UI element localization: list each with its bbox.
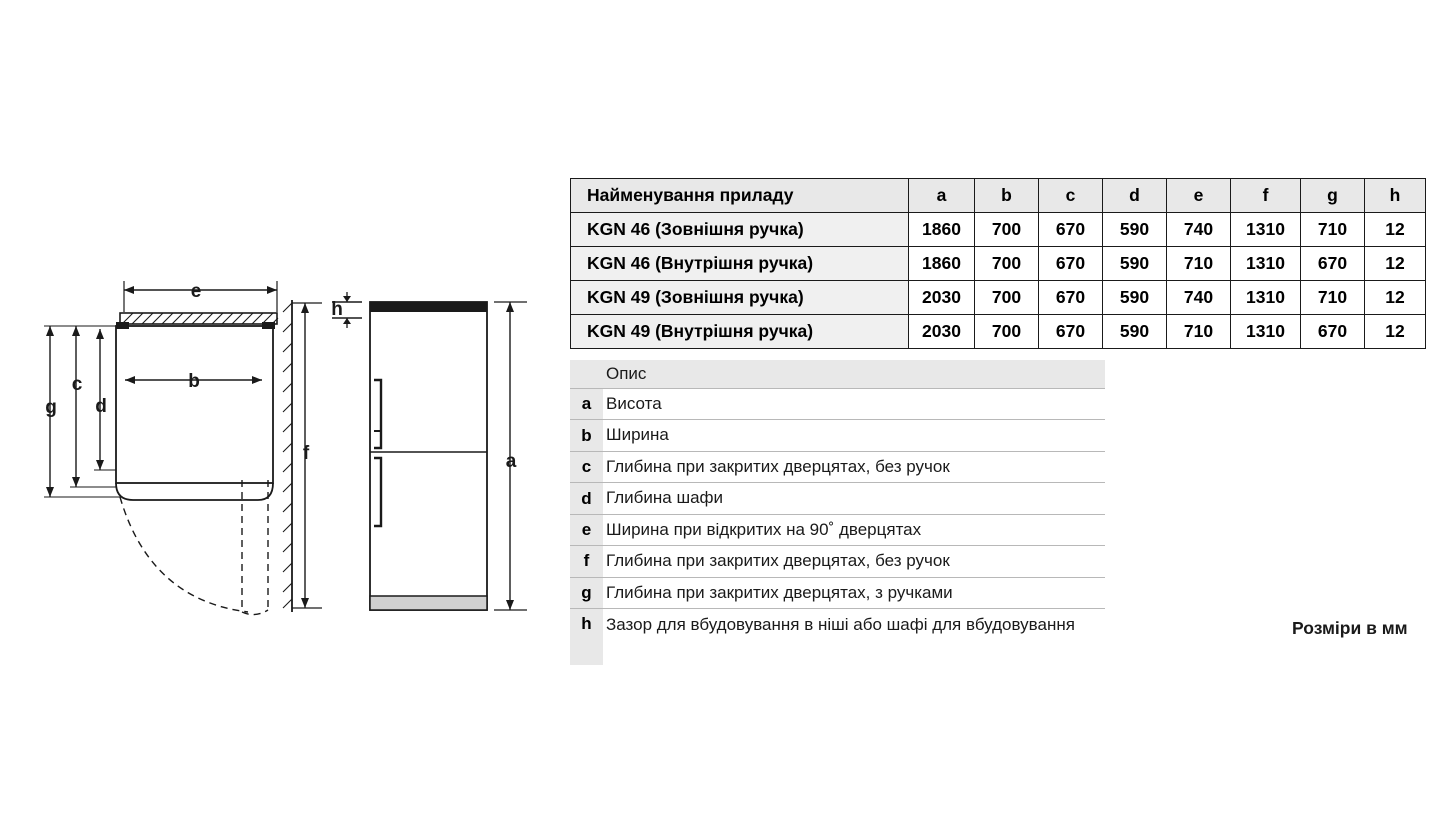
table-row [571, 213, 1426, 247]
cell-e: 740 [1167, 213, 1231, 247]
legend-key: g [570, 578, 603, 608]
legend-item-a [570, 389, 1105, 420]
drawing-label-f: f [302, 443, 310, 464]
cell-f: 1310 [1231, 281, 1301, 315]
cell-h: 12 [1365, 281, 1426, 315]
legend-header-row [570, 360, 1105, 389]
cabinet-plan-outline [116, 326, 273, 483]
dimension-table [570, 178, 1426, 349]
table-header-row [571, 179, 1426, 213]
legend-key: c [570, 452, 603, 482]
cell-f: 1310 [1231, 247, 1301, 281]
cell-g: 670 [1301, 247, 1365, 281]
column-header-g: g [1301, 179, 1365, 213]
column-header-a: a [909, 179, 975, 213]
cell-d: 590 [1103, 315, 1167, 349]
cell-g: 670 [1301, 315, 1365, 349]
door-swing-arc [120, 497, 248, 612]
legend-description: Ширина [606, 425, 669, 445]
column-header-c: c [1039, 179, 1103, 213]
dimension-table-container [570, 178, 1425, 349]
drawing-label-g: g [45, 397, 57, 418]
units-note: Розміри в мм [1292, 618, 1408, 638]
cell-h: 12 [1365, 213, 1426, 247]
legend-key: a [570, 389, 603, 419]
cell-d: 590 [1103, 281, 1167, 315]
drawing-label-c: c [71, 374, 83, 395]
legend-item-c [570, 452, 1105, 483]
technical-drawings [0, 0, 570, 821]
drawing-label-a: a [505, 451, 517, 472]
cell-c: 670 [1039, 247, 1103, 281]
cell-f: 1310 [1231, 213, 1301, 247]
legend-item-h [570, 609, 1105, 665]
legend-key: e [570, 515, 603, 545]
cell-a: 1860 [909, 247, 975, 281]
cell-d: 590 [1103, 213, 1167, 247]
appliance-dimension-drawing [0, 0, 570, 821]
cell-a: 2030 [909, 281, 975, 315]
column-header-b: b [975, 179, 1039, 213]
cell-f: 1310 [1231, 315, 1301, 349]
side-view-outline [370, 302, 487, 610]
cell-b: 700 [975, 247, 1039, 281]
legend-description: Зазор для вбудовування в ніші або шафі для вбудовування [606, 615, 1075, 635]
legend-key: f [570, 546, 603, 576]
column-header-h: h [1365, 179, 1426, 213]
column-header-e: e [1167, 179, 1231, 213]
cell-b: 700 [975, 281, 1039, 315]
legend-description: Ширина при відкритих на 90˚ дверцятах [606, 519, 922, 539]
legend-item-f [570, 546, 1105, 577]
cell-a: 1860 [909, 213, 975, 247]
cell-h: 12 [1365, 315, 1426, 349]
legend-description: Глибина при закритих дверцятах, без ручок [606, 551, 950, 571]
legend-description: Висота [606, 394, 662, 413]
legend-description: Глибина при закритих дверцятах, без ручок [606, 456, 950, 476]
drawing-label-h: h [331, 299, 343, 320]
cell-g: 710 [1301, 281, 1365, 315]
legend-item-b [570, 420, 1105, 451]
legend-item-e [570, 515, 1105, 546]
door-front-curve [116, 483, 273, 500]
legend-key: h [570, 609, 603, 665]
table-row [571, 281, 1426, 315]
cell-c: 670 [1039, 315, 1103, 349]
legend-header-description: Опис [606, 364, 647, 383]
cell-b: 700 [975, 213, 1039, 247]
cell-d: 590 [1103, 247, 1167, 281]
legend-item-d [570, 483, 1105, 514]
cell-g: 710 [1301, 213, 1365, 247]
cell-e: 740 [1167, 281, 1231, 315]
legend-key: b [570, 420, 603, 450]
cell-model-name: KGN 46 (Зовнішня ручка) [571, 213, 909, 247]
cell-model-name: KGN 49 (Внутрішня ручка) [571, 315, 909, 349]
cell-a: 2030 [909, 315, 975, 349]
cell-model-name: KGN 46 (Внутрішня ручка) [571, 247, 909, 281]
legend-description: Глибина шафи [606, 488, 724, 508]
legend-item-g [570, 578, 1105, 609]
legend-description: Глибина при закритих дверцятах, з ручками [606, 582, 953, 602]
column-header-name: Найменування приладу [571, 179, 909, 213]
drawing-label-b: b [188, 371, 200, 392]
cell-e: 710 [1167, 247, 1231, 281]
cell-b: 700 [975, 315, 1039, 349]
drawing-label-d: d [95, 396, 107, 417]
cell-c: 670 [1039, 213, 1103, 247]
column-header-d: d [1103, 179, 1167, 213]
legend-table [570, 360, 1105, 665]
cell-e: 710 [1167, 315, 1231, 349]
column-header-f: f [1231, 179, 1301, 213]
cell-c: 670 [1039, 281, 1103, 315]
cell-model-name: KGN 49 (Зовнішня ручка) [571, 281, 909, 315]
legend-key: d [570, 483, 603, 513]
drawing-label-e: e [190, 281, 202, 302]
table-row [571, 315, 1426, 349]
table-row [571, 247, 1426, 281]
cell-h: 12 [1365, 247, 1426, 281]
